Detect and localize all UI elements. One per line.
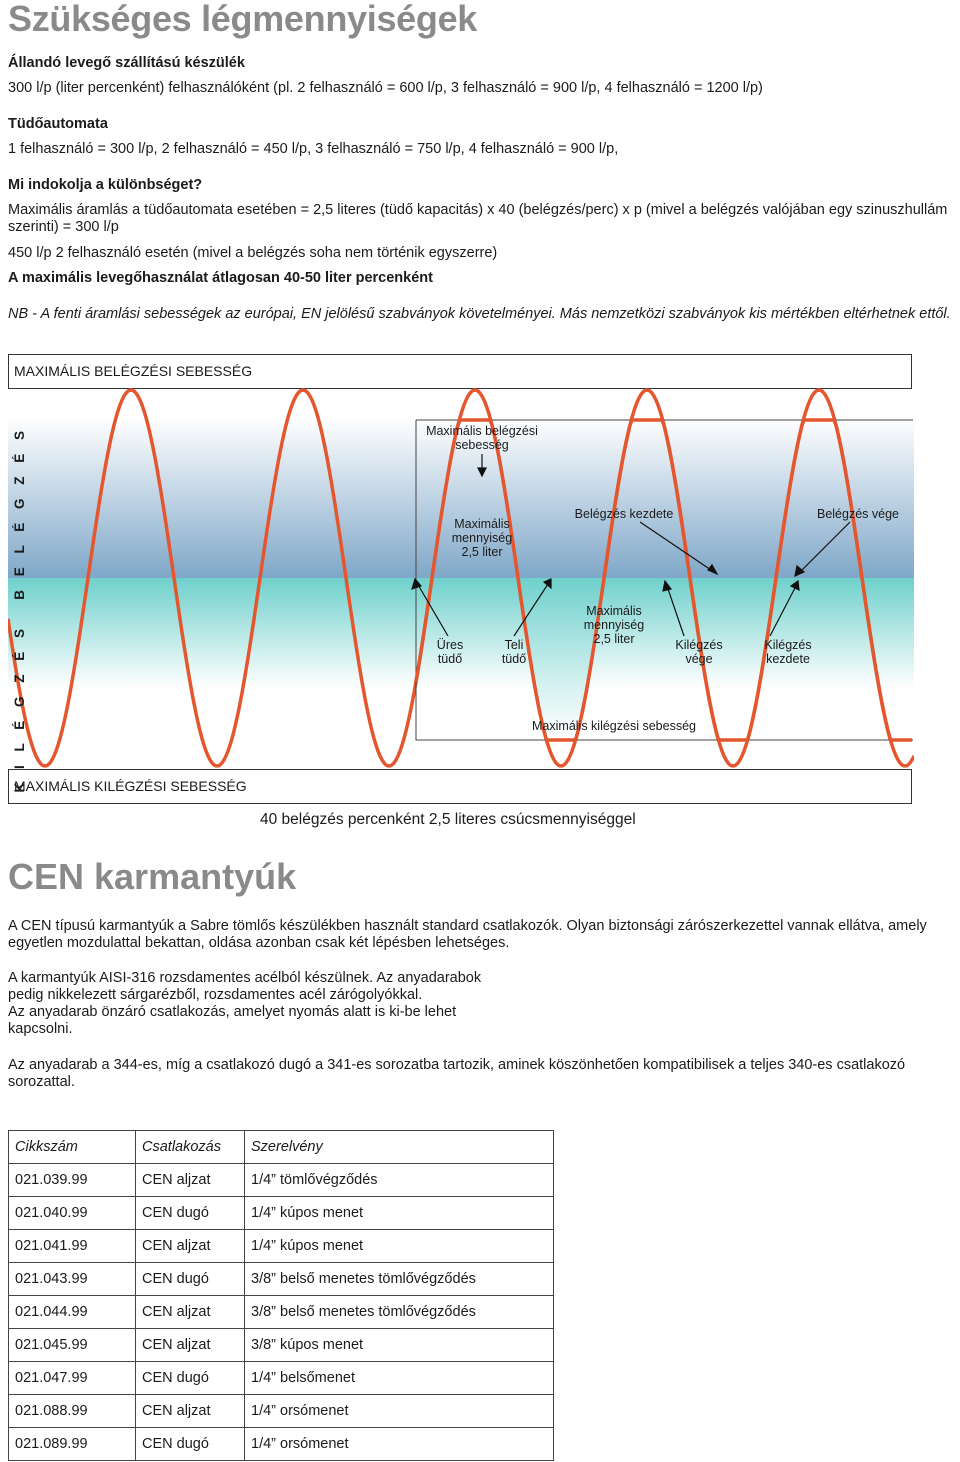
max-inhale-rate-label: MAXIMÁLIS BELÉGZÉSI SEBESSÉG (14, 363, 253, 379)
header-part-number: Cikkszám (9, 1131, 136, 1164)
breathing-diagram (8, 354, 914, 806)
cell-connection: CEN dugó (136, 1362, 245, 1395)
exhale-side-label: K I L É G Z É S (12, 624, 27, 793)
cell-connection: CEN aljzat (136, 1329, 245, 1362)
cell-part-number: 021.089.99 (9, 1428, 136, 1461)
annotation-empty-lung: Üres tüdő (436, 638, 464, 666)
cell-fitting: 1/4” tömlővégződés (245, 1164, 554, 1197)
header-fitting: Szerelvény (245, 1131, 554, 1164)
annotation-inhale-end: Belégzés vége (816, 507, 899, 521)
cen-paragraph-2-line-2: pedig nikkelezett sárgarézből, rozsdamentes acél zárógolyókkal. (8, 987, 423, 1003)
cell-fitting: 3/8” belső menetes tömlővégződés (245, 1263, 554, 1296)
page-title: Szükséges légmennyiségek (8, 0, 478, 39)
breathing-diagram-graphic (8, 354, 914, 806)
cen-title: CEN karmantyúk (8, 856, 297, 897)
average-text: A maximális levegőhasználat átlagosan 40-50 liter percenként (8, 270, 433, 286)
cen-paragraph-2-line-4: kapcsolni. (8, 1021, 73, 1037)
table-row (9, 1296, 554, 1329)
table-row (9, 1230, 554, 1263)
cell-part-number: 021.047.99 (9, 1362, 136, 1395)
cell-part-number: 021.044.99 (9, 1296, 136, 1329)
annotation-full-lung: Teli tüdő (501, 638, 527, 666)
cen-paragraph-2-line-3: Az anyadarab önzáró csatlakozás, amelyet nyomás alatt is ki-be lehet (8, 1004, 457, 1020)
cen-paragraph-3: Az anyadarab a 344-es, míg a csatlakozó dugó a 341-es sorozatba tartozik, aminek köszönhetően kompatibilisek a teljes 340-es csatlakozó sorozattal. (8, 1057, 906, 1090)
table-row (9, 1362, 554, 1395)
table-row (9, 1395, 554, 1428)
annotation-max-exhale-rate: Maximális kilégzési sebesség (532, 719, 696, 733)
two-users-text: 450 l/p 2 felhasználó esetén (mivel a belégzés soha nem történik egyszerre) (8, 245, 498, 261)
cell-connection: CEN aljzat (136, 1296, 245, 1329)
parts-table (8, 1130, 554, 1461)
cell-connection: CEN dugó (136, 1263, 245, 1296)
cell-fitting: 1/4” kúpos menet (245, 1230, 554, 1263)
annotation-exhale-start: Kilégzés kezdete (764, 638, 812, 666)
table-row (9, 1197, 554, 1230)
cell-fitting: 1/4” orsómenet (245, 1395, 554, 1428)
constant-flow-text: 300 l/p (liter percenként) felhasználóként (pl. 2 felhasználó = 600 l/p, 3 felhasználó = 900 l/p, 4 felhasználó = 1200 l/p) (8, 80, 763, 96)
header-connection: Csatlakozás (136, 1131, 245, 1164)
cell-fitting: 1/4” kúpos menet (245, 1197, 554, 1230)
annotation-exhale-end: Kilégzés vége (675, 638, 723, 666)
cell-part-number: 021.088.99 (9, 1395, 136, 1428)
demand-valve-text: 1 felhasználó = 300 l/p, 2 felhasználó = 450 l/p, 3 felhasználó = 750 l/p, 4 felhasználó = 900 l/p, (8, 141, 619, 157)
cell-fitting: 3/8” belső menetes tömlővégződés (245, 1296, 554, 1329)
inhale-side-label: B E L É G Z É S (12, 426, 27, 600)
cell-connection: CEN aljzat (136, 1164, 245, 1197)
table-row (9, 1164, 554, 1197)
cell-connection: CEN aljzat (136, 1395, 245, 1428)
cell-part-number: 021.039.99 (9, 1164, 136, 1197)
cell-fitting: 3/8” kúpos menet (245, 1329, 554, 1362)
cell-part-number: 021.040.99 (9, 1197, 136, 1230)
why-heading: Mi indokolja a különbséget? (8, 177, 203, 193)
table-header-row (9, 1131, 554, 1164)
standards-note: NB - A fenti áramlási sebességek az európai, EN jelölésű szabványok követelményei. Más nemzetközi szabványok kis mértékben eltérhetnek ettől. (8, 306, 951, 322)
cell-fitting: 1/4” orsómenet (245, 1428, 554, 1461)
cell-connection: CEN aljzat (136, 1230, 245, 1263)
table-row (9, 1329, 554, 1362)
why-text: Maximális áramlás a tüdőautomata esetében = 2,5 literes (tüdő kapacitás) x 40 (belégzés/perc) x p (mivel a belégzés valójában egy szinuszhullám szerinti) = 300 l/p (8, 202, 948, 235)
annotation-max-inhale-rate: Maximális belégzési sebesség (426, 424, 538, 452)
cell-connection: CEN dugó (136, 1428, 245, 1461)
max-exhale-rate-label: MAXIMÁLIS KILÉGZÉSI SEBESSÉG (14, 778, 247, 794)
diagram-caption: 40 belégzés percenként 2,5 literes csúcsmennyiséggel (260, 811, 636, 828)
annotation-max-volume-top: Maximális mennyiség 2,5 liter (451, 517, 513, 559)
cell-part-number: 021.045.99 (9, 1329, 136, 1362)
table-row (9, 1428, 554, 1461)
cell-connection: CEN dugó (136, 1197, 245, 1230)
demand-valve-heading: Tüdőautomata (8, 116, 108, 132)
table-row (9, 1263, 554, 1296)
constant-flow-heading: Állandó levegő szállítású készülék (8, 55, 245, 71)
cen-paragraph-2-line-1: A karmantyúk AISI-316 rozsdamentes acélból készülnek. Az anyadarabok (8, 970, 482, 986)
annotation-max-volume-bottom: Maximális mennyiség 2,5 liter (583, 604, 645, 646)
cell-fitting: 1/4” belsőmenet (245, 1362, 554, 1395)
cen-paragraph-1: A CEN típusú karmantyúk a Sabre tömlős készülékben használt standard csatlakozók. Olyan biztonsági zárószerkezettel vannak ellátva, amely egyetlen mozdulattal bekattan, oldása azonban csak két lépésben lehetséges. (8, 918, 927, 951)
cell-part-number: 021.041.99 (9, 1230, 136, 1263)
annotation-inhale-start: Belégzés kezdete (574, 507, 674, 521)
cell-part-number: 021.043.99 (9, 1263, 136, 1296)
